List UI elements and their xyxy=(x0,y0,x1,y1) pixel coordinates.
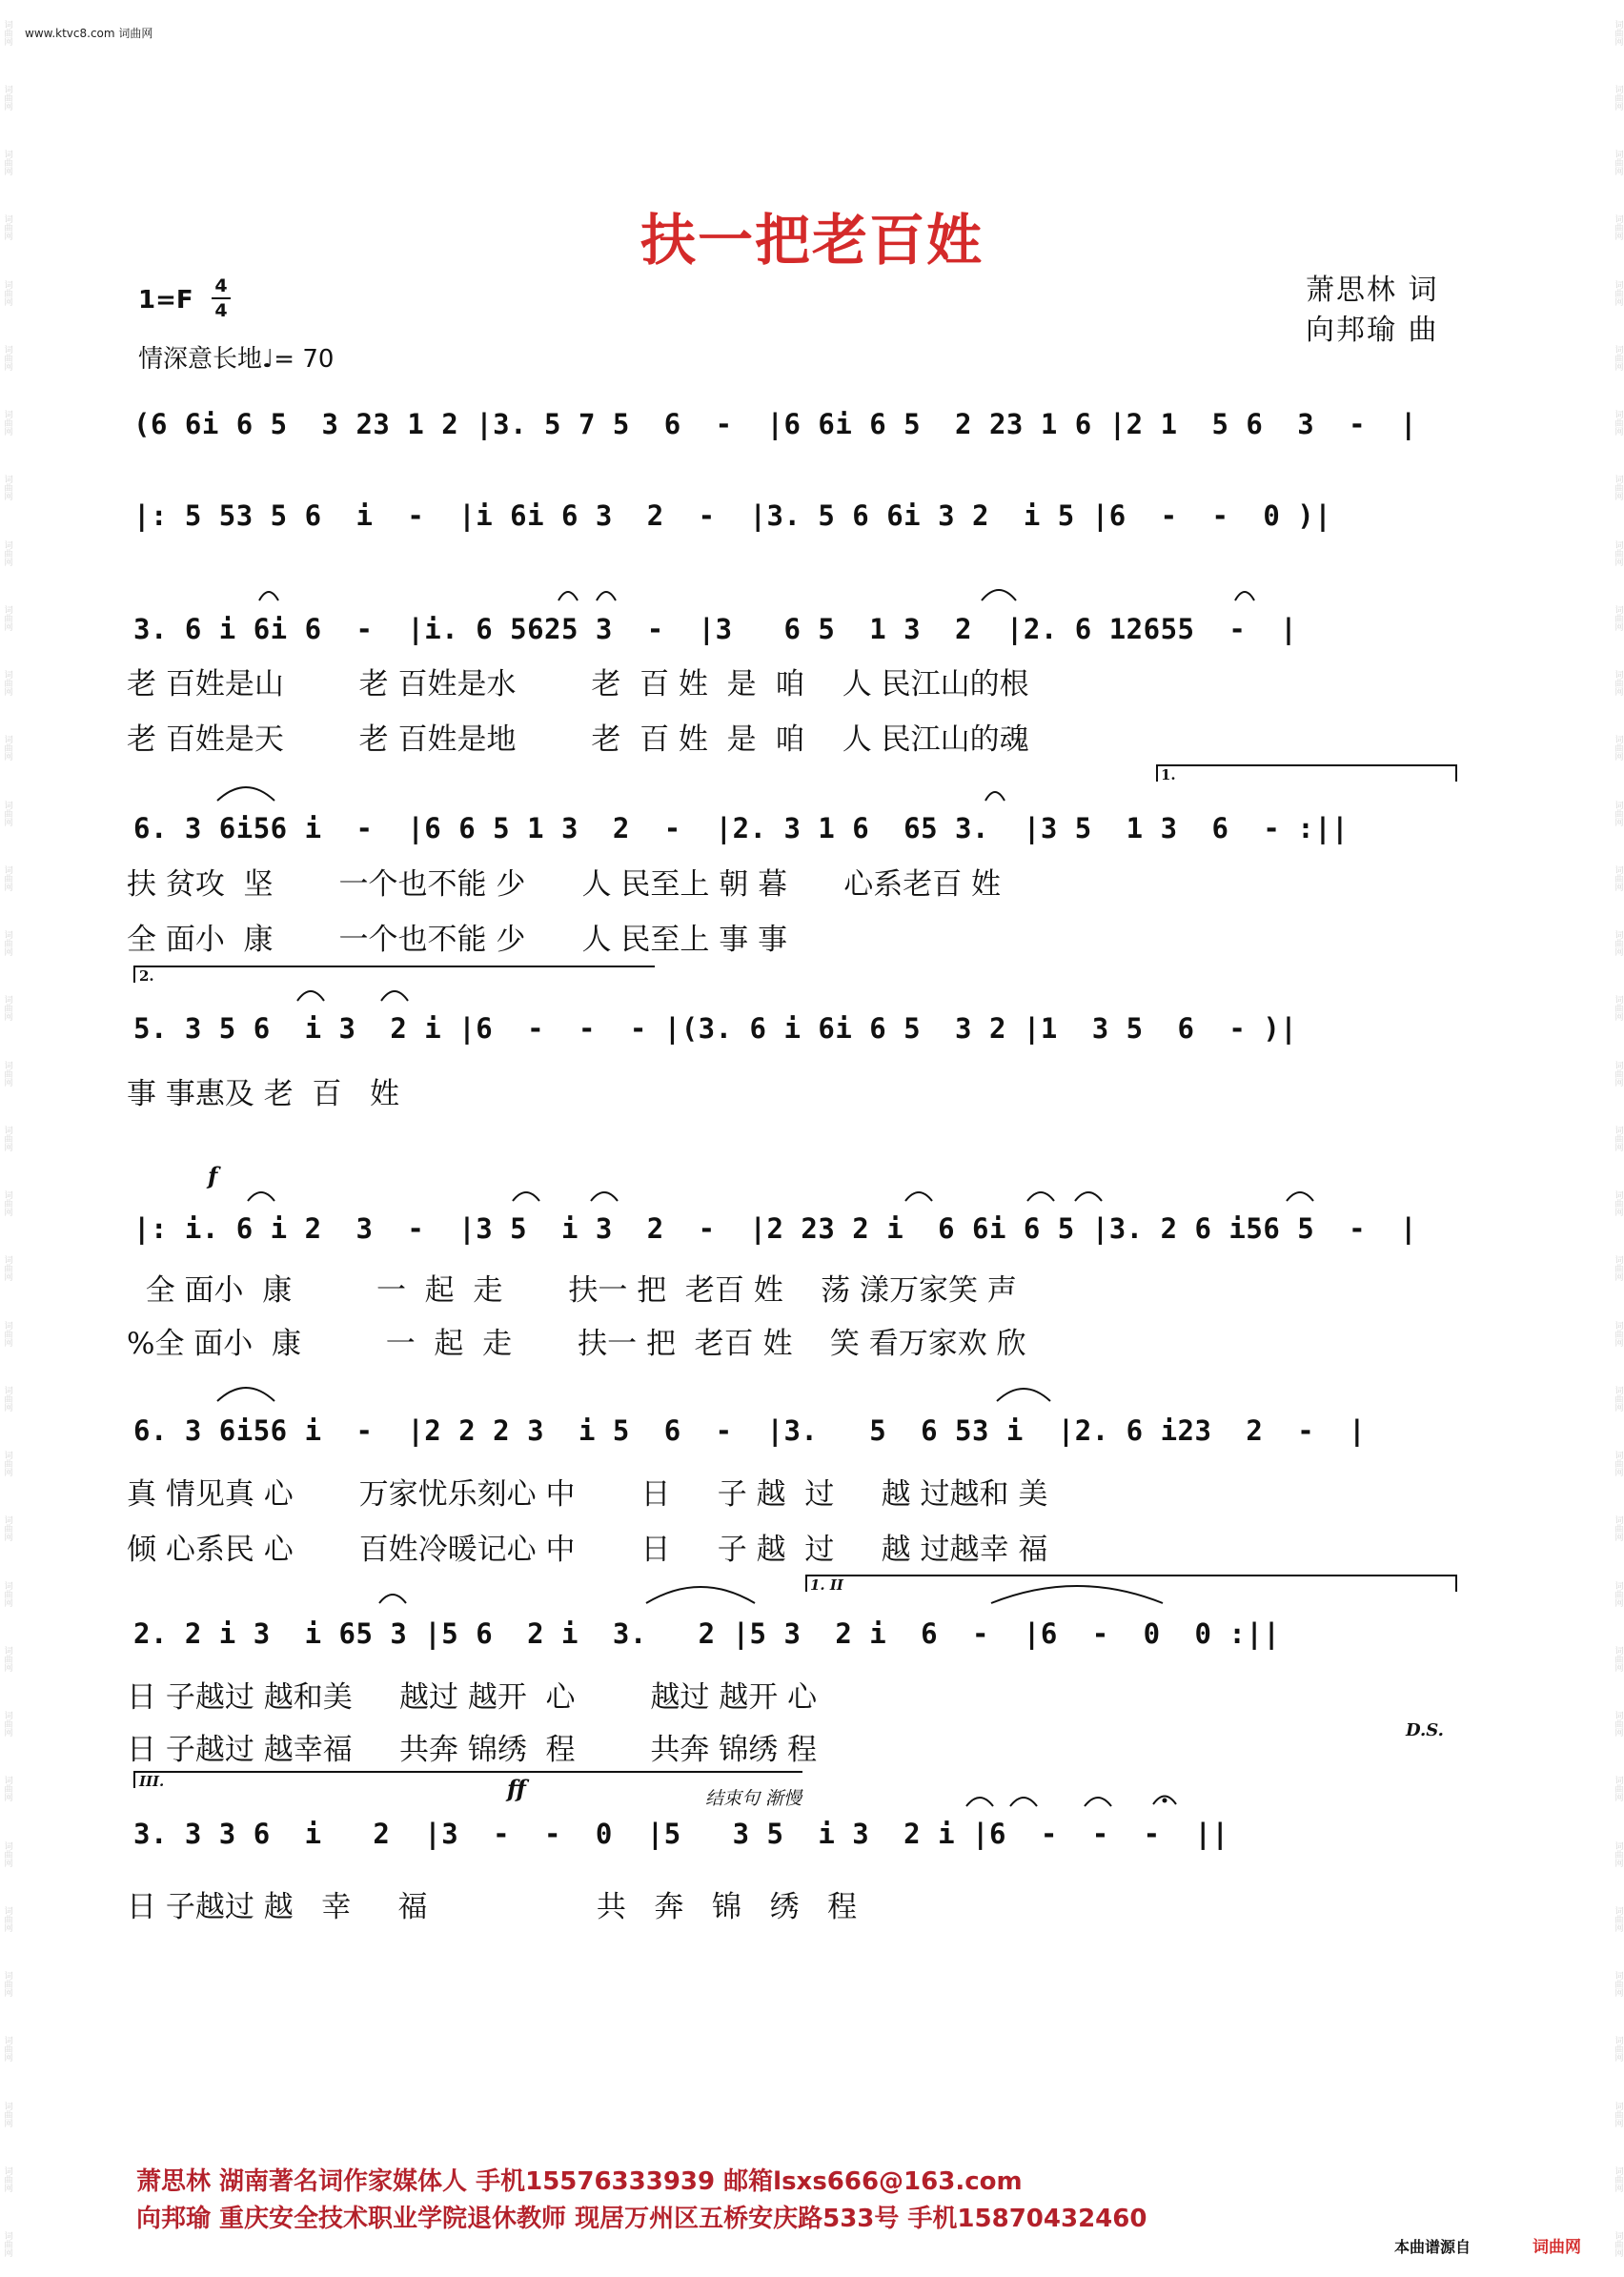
slur xyxy=(982,590,1016,600)
lyrics-verse-1: 全 面小 康 一 起 走 扶一 把 老百 姓 荡 漾万家笑 声 xyxy=(127,1273,1017,1308)
notation-line: 6. 3 6i56 i - |6 6 5 1 3 2 - |2. 3 1 6 65 3. |3 5 1 3 6 - :|| xyxy=(133,812,1350,844)
volta-label-1: 1. xyxy=(1161,766,1176,783)
slur xyxy=(1027,1192,1054,1201)
volta-bracket-3 xyxy=(133,1771,802,1788)
dal-segno: D.S. xyxy=(1406,1720,1444,1740)
slur xyxy=(591,1192,618,1201)
notation-line: |: 5 53 5 6 i - |i 6i 6 3 2 - |3. 5 6 6i 3 2 i 5 |6 - - 0 )| xyxy=(133,499,1332,532)
slur xyxy=(1010,1798,1037,1806)
slur xyxy=(248,1192,274,1201)
time-bottom: 4 xyxy=(214,300,228,321)
slur xyxy=(217,787,274,801)
source-logo[interactable]: 词曲网 xyxy=(1533,2238,1581,2257)
slur xyxy=(379,1595,406,1603)
volta-bracket-1 xyxy=(1156,764,1457,782)
time-signature xyxy=(212,274,231,322)
lyrics-verse-1: 事 事惠及 老 百 姓 xyxy=(127,1077,399,1111)
source-label: 本曲谱源自 xyxy=(1394,2238,1472,2256)
lyricist: 萧思林 词 xyxy=(1306,274,1439,307)
notation-line: 5. 3 5 6 i 3 2 i |6 - - - |(3. 6 i 6i 6 5 3 2 |1 3 5 6 - )| xyxy=(133,1012,1298,1045)
footer-line-composer: 向邦瑜 重庆安全技术职业学院退休教师 现居万州区五桥安庆路533号 手机15870432460 xyxy=(136,2205,1147,2233)
composer: 向邦瑜 曲 xyxy=(1306,314,1439,347)
notation-line: (6 6i 6 5 3 23 1 2 |3. 5 7 5 6 - |6 6i 6 5 2 23 1 6 |2 1 5 6 3 - | xyxy=(133,408,1417,440)
lyrics-verse-1: 日 子越过 越 幸 福 共 奔 锦 绣 程 xyxy=(127,1890,858,1924)
notation-line: 2. 2 i 3 i 65 3 |5 6 2 i 3. 2 |5 3 2 i 6 - |6 - 0 0 :|| xyxy=(133,1617,1281,1650)
notation-line: 3. 6 i 6i 6 - |i. 6 5625 3 - |3 6 5 1 3 2 |2. 6 12655 - | xyxy=(133,613,1298,645)
lyrics-verse-2: 倾 心系民 心 百姓冷暖记心 中 日 子 越 过 越 过越幸 福 xyxy=(127,1533,1048,1567)
notation-line: |: i. 6 i 2 3 - |3 5 i 3 2 - |2 23 2 i 6 6i 6 5 |3. 2 6 i56 5 - | xyxy=(133,1212,1417,1245)
dynamic-fortissimo: ff xyxy=(507,1775,526,1802)
slur xyxy=(513,1192,539,1201)
footer-line-lyricist: 萧思林 湖南著名词作家媒体人 手机15576333939 邮箱lsxs666@163.com xyxy=(136,2167,1023,2196)
slur xyxy=(646,1587,755,1603)
lyrics-verse-1: 日 子越过 越和美 越过 越开 心 越过 越开 心 xyxy=(127,1680,818,1715)
watermark-right: 词曲网 词曲网 词曲网 词曲网 词曲网 词曲网 词曲网 词曲网 词曲网 词曲网 词曲网 词曲网 词曲网 词曲网 词曲网 词曲网 词曲网 词曲网 词曲网 词曲网 词曲网 词曲网 词曲网 词曲网 词曲网 词曲网 词曲网 词曲网 词曲网 词曲网 词曲网 词曲网 词曲网 词曲网 词曲网 xyxy=(1613,19,1623,2258)
lyrics-verse-2: %全 面小 康 一 起 走 扶一 把 老百 姓 笑 看万家欢 欣 xyxy=(127,1327,1026,1361)
time-top: 4 xyxy=(214,275,228,296)
fermata xyxy=(1153,1797,1176,1805)
watermark-left: 词曲网 词曲网 词曲网 词曲网 词曲网 词曲网 词曲网 词曲网 词曲网 词曲网 词曲网 词曲网 词曲网 词曲网 词曲网 词曲网 词曲网 词曲网 词曲网 词曲网 词曲网 词曲网 词曲网 词曲网 词曲网 词曲网 词曲网 词曲网 词曲网 词曲网 词曲网 词曲网 词曲网 词曲网 词曲网 xyxy=(2,19,12,2258)
slur xyxy=(1235,592,1254,600)
dynamic-forte: f xyxy=(208,1162,218,1189)
song-title: 扶一把老百姓 xyxy=(639,208,984,273)
lyrics-verse-2: 老 百姓是天 老 百姓是地 老 百 姓 是 咱 人 民江山的魂 xyxy=(127,722,1029,757)
notation-line: 6. 3 6i56 i - |2 2 2 3 i 5 6 - |3. 5 6 53 i |2. 6 i23 2 - | xyxy=(133,1414,1367,1447)
slur xyxy=(558,592,578,600)
lyrics-verse-2: 全 面小 康 一个也不能 少 人 民至上 事 事 xyxy=(127,923,788,957)
credits xyxy=(1306,271,1439,351)
volta-bracket-1-2 xyxy=(805,1575,1457,1592)
slur xyxy=(997,1389,1050,1401)
slur xyxy=(217,1388,274,1401)
slur xyxy=(985,792,1005,801)
tempo-marking: 情深意长地♩= 70 xyxy=(138,345,335,374)
slur xyxy=(297,991,324,1001)
key-signature: 1=F xyxy=(138,286,193,315)
slur xyxy=(597,592,616,600)
footer-contacts xyxy=(136,2164,1147,2238)
notation-line: 3. 3 3 6 i 2 |3 - - 0 |5 3 5 i 3 2 i |6 - - - || xyxy=(133,1818,1229,1850)
slur xyxy=(1085,1798,1111,1806)
lyrics-verse-1: 真 情见真 心 万家忧乐刻心 中 日 子 越 过 越 过越和 美 xyxy=(127,1477,1048,1512)
volta-label-1-2: 1. II xyxy=(810,1576,843,1594)
slur xyxy=(1075,1192,1102,1201)
ending-instruction: 结束句 渐慢 xyxy=(705,1788,802,1809)
fermata-dot xyxy=(1163,1799,1167,1803)
volta-label-3: III. xyxy=(139,1773,165,1790)
lyrics-verse-1: 扶 贫攻 坚 一个也不能 少 人 民至上 朝 暮 心系老百 姓 xyxy=(127,867,1002,902)
slur xyxy=(966,1798,993,1806)
volta-label-2: 2. xyxy=(139,967,154,985)
slur xyxy=(1287,1192,1313,1201)
lyrics-verse-2: 日 子越过 越幸福 共奔 锦绣 程 共奔 锦绣 程 xyxy=(127,1733,818,1767)
volta-bracket-2 xyxy=(133,966,655,983)
slur xyxy=(905,1192,932,1201)
site-url: www.ktvc8.com 词曲网 xyxy=(25,27,153,40)
lyrics-verse-1: 老 百姓是山 老 百姓是水 老 百 姓 是 咱 人 民江山的根 xyxy=(127,667,1029,701)
slur xyxy=(381,991,408,1001)
slur xyxy=(259,592,278,600)
